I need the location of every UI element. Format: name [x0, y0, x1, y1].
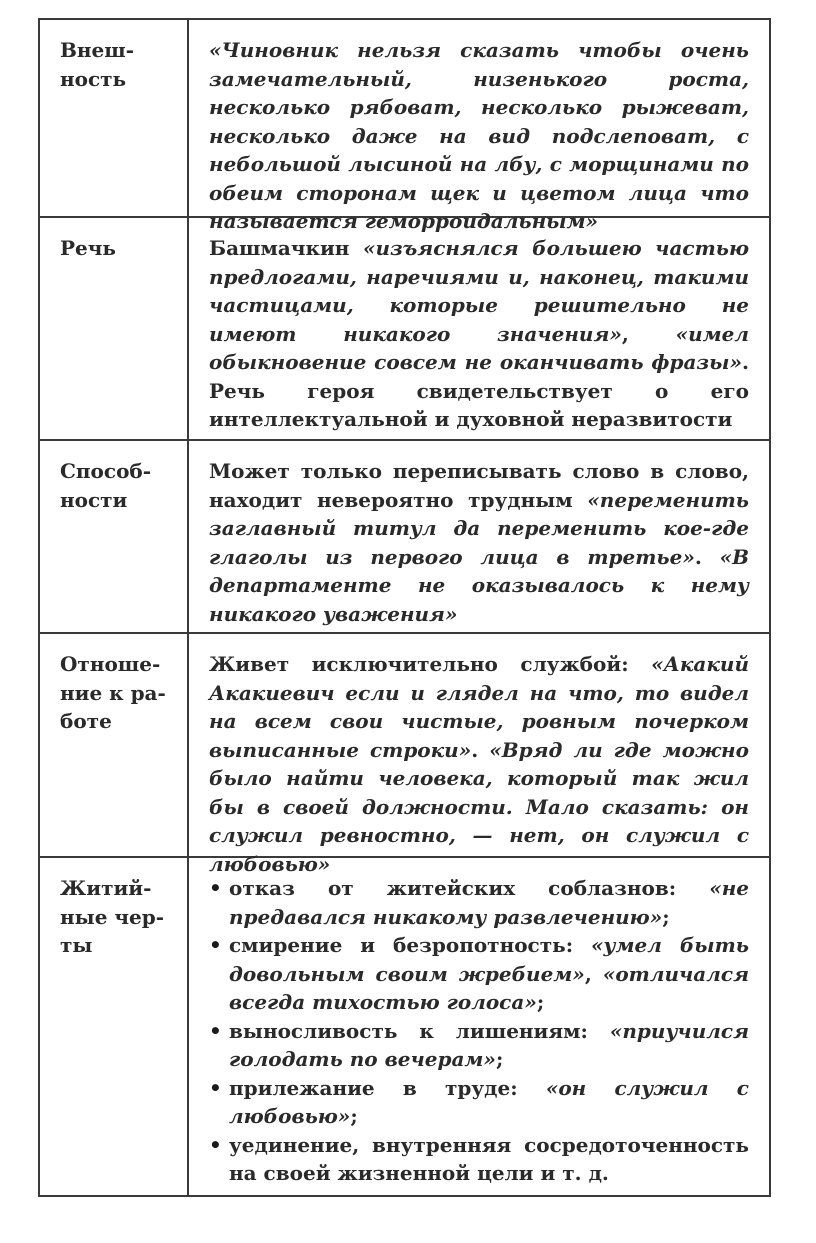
- quote-text: «не предавался никакому развлечению»: [229, 876, 749, 929]
- quote-text: «Акакий Акакиевич если и глядел на что, то видел на всем свои чистые, ровным почерком выписанные строки»: [209, 652, 749, 762]
- bullet-icon: •: [209, 1018, 222, 1043]
- plain-text: ;: [662, 904, 670, 929]
- bullet-icon: •: [209, 1075, 222, 1100]
- quote-text: «изъяснялся большею частью предлогами, наречиями и, наконец, такими частицами, которые решительно не имеют никакого значения»: [209, 236, 749, 346]
- quote-text: «переменить заглавный титул да переменить кое-где глаголы из первого лица в третье»: [209, 487, 749, 569]
- list-item: [209, 1074, 749, 1131]
- row-content-appearance: [189, 20, 769, 233]
- plain-text: выносливость к лишениям:: [229, 1018, 610, 1043]
- plain-text: смирение и безропотность:: [229, 933, 592, 957]
- bullet-icon: •: [209, 1132, 222, 1157]
- characteristics-table: [38, 18, 771, 1197]
- row-content-speech: [189, 218, 769, 439]
- table-row-hagiographic-traits: [40, 858, 769, 1195]
- quote-text: «Чиновник нельзя сказать чтобы очень замечательный, низенького роста, несколько рябоват, несколько рыжеват, несколько даже на вид подслеповат, с небольшой лысиной на лбу, с морщинами по обеим сторонам щек и цветом лица что называется геморроидальным»: [209, 38, 749, 233]
- plain-text: ;: [536, 990, 545, 1014]
- plain-text: отказ от житейских соблазнов:: [229, 876, 710, 900]
- bullet-icon: •: [209, 876, 222, 900]
- plain-text: ;: [350, 1104, 358, 1128]
- bullet-icon: •: [209, 933, 222, 957]
- plain-text: прилежание в труде:: [229, 1075, 546, 1100]
- row-label-abilities: Способ- ности: [40, 441, 189, 632]
- list-item: [209, 1017, 749, 1074]
- list-item: [209, 1131, 749, 1188]
- table-row-speech: [40, 218, 769, 441]
- quote-text: «Вряд ли где можно было найти человека, который так жил бы в своей должности. Мало сказать: он служил ревностно, — нет, он служил с любовью»: [209, 737, 749, 876]
- plain-text: Живет исключительно службой:: [209, 652, 652, 676]
- row-content-work-attitude: [189, 634, 769, 876]
- list-item: [209, 874, 749, 931]
- table-row-work-attitude: [40, 634, 769, 876]
- quote-text: «В департаменте не оказывалось к нему никакого уважения»: [209, 544, 749, 626]
- quote-text: «умел быть довольным своим жребием»: [229, 933, 749, 986]
- plain-text: Башмачкин: [209, 236, 363, 260]
- plain-text: .: [471, 737, 490, 762]
- plain-text: ,: [621, 321, 676, 346]
- row-label-appearance: Внеш- ность: [40, 20, 189, 216]
- plain-text: Может только переписывать слово в слово, находит невероятно трудным: [209, 459, 749, 512]
- plain-text: ;: [495, 1047, 504, 1071]
- row-label-work-attitude: Отноше- ние к ра- боте: [40, 634, 189, 856]
- plain-text: . Речь героя свидетельствует о его интеллектуальной и духовной неразвитости: [209, 350, 749, 431]
- plain-text: .: [694, 544, 720, 569]
- row-label-hagiographic-traits: Житий- ные чер- ты: [40, 858, 189, 1195]
- row-label-speech: Речь: [40, 218, 189, 439]
- quote-text: «отличался всегда тихостью голоса»: [229, 961, 749, 1014]
- traits-list: [209, 874, 749, 1188]
- plain-text: уединение, внутренняя сосредоточенность на своей жизненной цели и т. д.: [229, 1132, 749, 1185]
- plain-text: ,: [584, 961, 603, 986]
- table-row-abilities: [40, 441, 769, 634]
- table-row-appearance: [40, 20, 769, 233]
- quote-text: «приучился голодать по вечерам»: [229, 1018, 749, 1071]
- row-content-hagiographic-traits: [189, 858, 769, 1195]
- quote-text: «имел обыкновение совсем не оканчивать фразы»: [209, 321, 749, 374]
- quote-text: «он служил с любовью»: [229, 1075, 749, 1128]
- list-item: [209, 931, 749, 1017]
- row-content-abilities: [189, 441, 769, 632]
